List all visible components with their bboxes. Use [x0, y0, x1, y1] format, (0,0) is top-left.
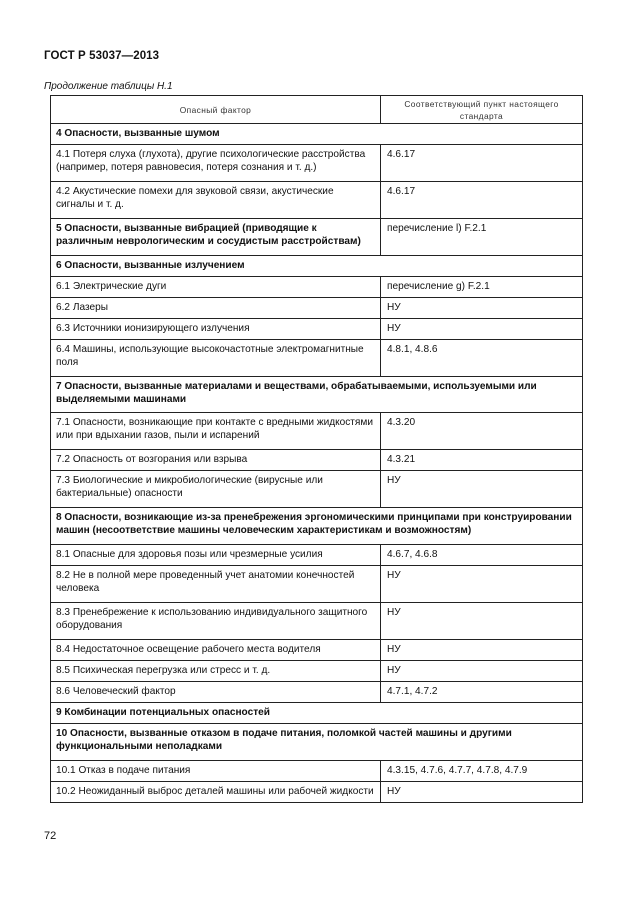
hazard-factor-cell: [51, 319, 381, 340]
standard-reference-text: перечисление l) F.2.1: [387, 223, 487, 234]
table-row: [51, 603, 583, 640]
section-row: [51, 377, 583, 413]
hazard-factor-cell: [51, 661, 381, 682]
standard-reference-cell: [381, 603, 583, 640]
hazard-factor-cell: [51, 298, 381, 319]
table-row: [51, 319, 583, 340]
hazard-factor-cell: [51, 782, 381, 803]
section-heading: 8 Опасности, возникающие из-за пренебрежения эргономическими принципами при конструировании машин (несоответствие машины человеческим характеристикам и возможностям): [56, 512, 572, 536]
hazard-factor-text: 7.2 Опасность от возгорания или взрыва: [56, 454, 248, 465]
hazard-factor-cell: [51, 145, 381, 182]
standard-reference-text: НУ: [387, 665, 401, 676]
hazard-factor-text: 5 Опасности, вызванные вибрацией (приводящие к различным неврологическим и сосудистым расстройствам): [56, 223, 361, 247]
table-row: [51, 182, 583, 219]
table-caption: Продолжение таблицы Н.1: [44, 81, 173, 92]
hazard-factor-text: 10.1 Отказ в подаче питания: [56, 765, 191, 776]
section-heading-cell: [51, 256, 583, 277]
section-row: [51, 703, 583, 724]
hazard-factor-cell: [51, 450, 381, 471]
standard-reference-cell: [381, 319, 583, 340]
standard-reference-cell: [381, 450, 583, 471]
hazard-factor-cell: [51, 603, 381, 640]
standard-reference-text: НУ: [387, 570, 401, 581]
section-heading-cell: [51, 724, 583, 761]
section-heading-cell: [51, 508, 583, 545]
standard-reference-cell: [381, 471, 583, 508]
hazard-factor-text: 7.1 Опасности, возникающие при контакте с вредными жидкостями или при вдыхании газов, пыли и испарений: [56, 417, 373, 441]
table-row: [51, 145, 583, 182]
section-heading: 10 Опасности, вызванные отказом в подаче питания, поломкой частей машины и другими функциональными неполадками: [56, 728, 512, 752]
standard-reference-text: 4.8.1, 4.8.6: [387, 344, 438, 355]
column-header-reference: Соответствующий пункт настоящего стандарта: [381, 96, 583, 124]
standard-reference-text: НУ: [387, 302, 401, 313]
standard-reference-cell: [381, 413, 583, 450]
table-row: [51, 413, 583, 450]
section-row: [51, 508, 583, 545]
standard-reference-cell: [381, 219, 583, 256]
document-header: ГОСТ Р 53037—2013: [44, 50, 160, 62]
hazard-factor-text: 4.1 Потеря слуха (глухота), другие психологические расстройства (например, потеря равновесия, потеря сознания и т. д.): [56, 149, 366, 173]
standard-reference-text: НУ: [387, 786, 401, 797]
section-heading-cell: [51, 124, 583, 145]
standard-reference-cell: [381, 182, 583, 219]
standard-reference-cell: [381, 277, 583, 298]
standard-reference-cell: [381, 340, 583, 377]
standard-reference-text: НУ: [387, 607, 401, 618]
standard-reference-text: НУ: [387, 475, 401, 486]
standard-reference-cell: [381, 661, 583, 682]
hazard-factor-cell: [51, 682, 381, 703]
column-header-factor: Опасный фактор: [51, 96, 381, 124]
table-row: [51, 640, 583, 661]
table-row: [51, 761, 583, 782]
standard-reference-cell: [381, 145, 583, 182]
standard-reference-text: 4.6.7, 4.6.8: [387, 549, 438, 560]
table-body: [51, 124, 583, 803]
table-row: [51, 277, 583, 298]
table-row: [51, 661, 583, 682]
hazard-factor-text: 8.6 Человеческий фактор: [56, 686, 176, 697]
hazard-factor-cell: [51, 566, 381, 603]
standard-reference-text: перечисление g) F.2.1: [387, 281, 490, 292]
hazard-factor-text: 6.4 Машины, использующие высокочастотные электромагнитные поля: [56, 344, 364, 368]
table-header-row: [51, 96, 583, 124]
section-heading: 4 Опасности, вызванные шумом: [56, 128, 220, 139]
hazard-factor-cell: [51, 471, 381, 508]
hazard-factor-cell: [51, 219, 381, 256]
standard-reference-text: 4.3.20: [387, 417, 416, 428]
table-row: [51, 471, 583, 508]
section-heading: 6 Опасности, вызванные излучением: [56, 260, 245, 271]
standard-reference-cell: [381, 782, 583, 803]
hazard-factor-cell: [51, 340, 381, 377]
table-row: [51, 782, 583, 803]
table-row: [51, 298, 583, 319]
hazard-table: [50, 95, 583, 803]
hazard-factor-cell: [51, 761, 381, 782]
section-row: [51, 124, 583, 145]
standard-reference-text: 4.6.17: [387, 186, 416, 197]
table-row: [51, 450, 583, 471]
standard-reference-text: НУ: [387, 323, 401, 334]
hazard-factor-text: 8.4 Недостаточное освещение рабочего места водителя: [56, 644, 321, 655]
hazard-factor-text: 6.1 Электрические дуги: [56, 281, 167, 292]
standard-reference-text: 4.7.1, 4.7.2: [387, 686, 438, 697]
hazard-factor-text: 4.2 Акустические помехи для звуковой связи, акустические сигналы и т. д.: [56, 186, 334, 210]
hazard-factor-cell: [51, 182, 381, 219]
hazard-factor-text: 8.5 Психическая перегрузка или стресс и т. д.: [56, 665, 271, 676]
section-row: [51, 219, 583, 256]
standard-reference-text: 4.3.15, 4.7.6, 4.7.7, 4.7.8, 4.7.9: [387, 765, 528, 776]
section-heading: 7 Опасности, вызванные материалами и веществами, обрабатываемыми, используемыми или выделяемыми машинами: [56, 381, 537, 405]
hazard-factor-cell: [51, 640, 381, 661]
standard-reference-cell: [381, 682, 583, 703]
table-row: [51, 340, 583, 377]
table-row: [51, 545, 583, 566]
hazard-factor-cell: [51, 413, 381, 450]
standard-reference-cell: [381, 566, 583, 603]
hazard-factor-text: 8.3 Пренебрежение к использованию индивидуального защитного оборудования: [56, 607, 368, 631]
hazard-factor-text: 6.2 Лазеры: [56, 302, 108, 313]
standard-reference-cell: [381, 640, 583, 661]
hazard-factor-text: 10.2 Неожиданный выброс деталей машины или рабочей жидкости: [56, 786, 374, 797]
table-row: [51, 682, 583, 703]
standard-reference-text: 4.3.21: [387, 454, 416, 465]
hazard-factor-cell: [51, 277, 381, 298]
table-row: [51, 566, 583, 603]
hazard-factor-text: 6.3 Источники ионизирующего излучения: [56, 323, 250, 334]
standard-reference-cell: [381, 298, 583, 319]
hazard-factor-text: 7.3 Биологические и микробиологические (вирусные или бактериальные) опасности: [56, 475, 323, 499]
hazard-factor-text: 8.2 Не в полной мере проведенный учет анатомии конечностей человека: [56, 570, 355, 594]
section-row: [51, 724, 583, 761]
section-heading-cell: [51, 377, 583, 413]
standard-reference-cell: [381, 545, 583, 566]
hazard-factor-cell: [51, 545, 381, 566]
section-heading: 9 Комбинации потенциальных опасностей: [56, 707, 270, 718]
section-heading-cell: [51, 703, 583, 724]
standard-reference-cell: [381, 761, 583, 782]
standard-reference-text: 4.6.17: [387, 149, 416, 160]
section-row: [51, 256, 583, 277]
hazard-factor-text: 8.1 Опасные для здоровья позы или чрезмерные усилия: [56, 549, 323, 560]
standard-reference-text: НУ: [387, 644, 401, 655]
page-number: 72: [44, 830, 57, 842]
